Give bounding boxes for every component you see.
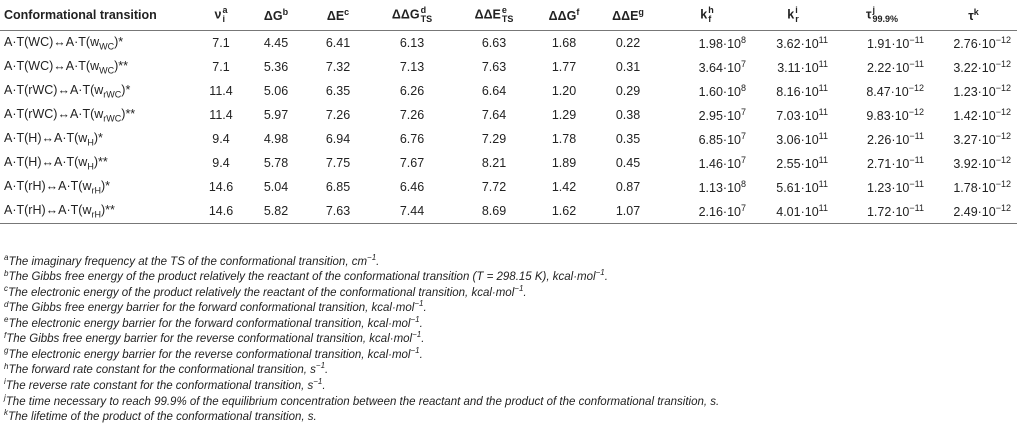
cell-t999: $1.72\cdot 10^{-11}$ — [834, 199, 930, 224]
footnote — [4, 266, 1014, 282]
cell-t999: $2.26\cdot 10^{-11}$ — [866, 130, 924, 148]
cell-kf: $2.95\cdot 10^7$ — [698, 106, 746, 124]
footnote-mark: i — [4, 377, 6, 386]
footnote-text: The imaginary frequency at the TS of the conformational transition, $cm^{-1}$. — [8, 253, 380, 268]
cell-ddGts: 6.13 — [399, 36, 425, 50]
footnote-text: The Gibbs free energy barrier for the forward conformational transition, kcal·mol$^{-1}$. — [8, 299, 427, 315]
cell-transition: $A\cdot T(rWC)\leftrightarrow A\cdot T(w_{rWC})**$ — [4, 106, 136, 124]
table-row — [0, 79, 1017, 103]
cell-transition: $A\cdot T(rWC)\leftrightarrow A\cdot T(w_{rWC})*$ — [4, 82, 131, 100]
table-row — [0, 103, 1017, 127]
cell-kr: $7.03\cdot 10^{11}$ — [776, 106, 828, 124]
cell-kf: $3.64\cdot 10^7$ — [698, 58, 746, 76]
cell-ddGts: 6.76 — [399, 132, 425, 146]
cell-dE: 7.26 — [325, 108, 351, 122]
cell-dE: 6.94 — [325, 132, 351, 146]
cell-nu: 11.4 — [209, 84, 233, 98]
cell-tau: $3.27\cdot 10^{-12}$ — [953, 130, 1011, 148]
cell-tau: $1.78\cdot 10^{-12}$ — [953, 178, 1011, 196]
cell-transition: $A\cdot T(WC)\leftrightarrow A\cdot T(w_{WC})**$ — [4, 58, 129, 76]
cell-t999: $8.47\cdot 10^{-12}$ — [866, 82, 924, 100]
footnote — [4, 374, 1014, 390]
cell-dG: 5.06 — [263, 84, 289, 98]
cell-dE: 7.75 — [325, 156, 351, 170]
column-header-ddGts: ΔΔG d TS — [370, 0, 454, 31]
column-header-ddG: ΔΔG$^f$ — [534, 0, 594, 31]
footnote-mark: j — [4, 392, 6, 402]
cell-dE: 6.41 — [325, 36, 351, 50]
cell-nu: 14.6 — [208, 180, 234, 194]
cell-kf: $1.98\cdot 10^8$ — [698, 34, 746, 52]
cell-nu: 11.4 — [209, 108, 233, 122]
cell-ddGts: 7.26 — [399, 108, 425, 122]
cell-ddGts: 7.13 — [399, 60, 425, 74]
footnote-mark: g — [4, 346, 9, 355]
cell-kr: $3.06\cdot 10^{11}$ — [776, 130, 828, 148]
cell-nu: 14.6 — [196, 199, 246, 224]
footnote-text: The time necessary to reach 99.9% of the equilibrium concentration between the reactant and the product of the conformational transition, s. — [5, 395, 720, 408]
cell-ddGts: 7.67 — [399, 156, 425, 170]
column-header-tau: $\tau^k$ — [930, 0, 1017, 31]
cell-ddGts: 6.46 — [399, 180, 425, 194]
column-header-dG: $\Delta G^b$ — [246, 0, 306, 31]
cell-tau: $3.92\cdot 10^{-12}$ — [953, 154, 1011, 172]
cell-ddE: 0.22 — [615, 36, 641, 50]
column-header-kr: k i r — [752, 0, 834, 31]
cell-ddG: 1.20 — [551, 84, 577, 98]
table-row — [0, 175, 1017, 199]
cell-kf: $6.85\cdot 10^7$ — [698, 130, 746, 148]
cell-kr: $2.55\cdot 10^{11}$ — [776, 154, 828, 172]
cell-t999: $1.23\cdot 10^{-11}$ — [866, 178, 924, 196]
cell-ddEts: 7.72 — [481, 180, 507, 194]
cell-t999: $9.83\cdot 10^{-12}$ — [866, 106, 924, 124]
cell-dE: 7.63 — [306, 199, 370, 224]
cell-dG: 4.45 — [263, 36, 289, 50]
cell-kr: $5.61\cdot 10^{11}$ — [776, 178, 828, 196]
header-row — [0, 0, 1017, 31]
cell-ddEts: 6.64 — [481, 84, 507, 98]
footnote-mark: h — [4, 361, 9, 371]
column-header-transition: Conformational transition — [0, 0, 196, 31]
footnote — [4, 328, 1014, 344]
cell-dG: 5.36 — [263, 60, 289, 74]
table-row — [0, 55, 1017, 79]
cell-ddE: 0.45 — [615, 156, 641, 170]
table-body — [0, 31, 1017, 224]
footnote-mark: c — [4, 284, 8, 293]
cell-ddG: 1.62 — [534, 199, 594, 224]
cell-kf: $2.16\cdot 10^7$ — [662, 199, 752, 224]
cell-dE: 6.35 — [325, 84, 351, 98]
footnote — [4, 390, 1014, 406]
cell-ddE: 0.87 — [615, 180, 641, 194]
cell-ddGts: 6.26 — [399, 84, 425, 98]
table-row — [0, 127, 1017, 151]
cell-kr: $3.62\cdot 10^{11}$ — [776, 34, 828, 52]
footnote — [4, 250, 1014, 266]
cell-ddE: 0.29 — [615, 84, 641, 98]
cell-ddE: 1.07 — [594, 199, 662, 224]
footnote-mark: e — [4, 315, 9, 324]
footnote-text: The forward rate constant for the conformational transition, $s^{-1}$. — [8, 361, 329, 377]
cell-kr: $4.01\cdot 10^{11}$ — [752, 199, 834, 224]
cell-tau: $3.22\cdot 10^{-12}$ — [953, 58, 1011, 76]
cell-tau: $1.42\cdot 10^{-12}$ — [953, 106, 1011, 124]
cell-dE: 7.32 — [325, 60, 351, 74]
column-header-ddEts: ΔΔE e TS — [454, 0, 534, 31]
cell-ddEts: 7.64 — [481, 108, 507, 122]
cell-dG: 4.98 — [263, 132, 289, 146]
cell-dG: 5.78 — [263, 156, 289, 170]
footnote-mark: d — [4, 299, 9, 309]
cell-kf: $1.13\cdot 10^8$ — [698, 178, 746, 196]
cell-kf: $1.60\cdot 10^8$ — [698, 82, 746, 100]
cell-tau: $2.76\cdot 10^{-12}$ — [953, 34, 1011, 52]
footnote — [4, 312, 1014, 328]
cell-t999: $2.22\cdot 10^{-11}$ — [866, 58, 924, 76]
cell-ddG: 1.29 — [551, 108, 577, 122]
footnote — [4, 281, 1014, 297]
cell-ddEts: 7.29 — [481, 132, 507, 146]
footnote-text: The Gibbs free energy of the product relatively the reactant of the conformational transition (T = 298.15 K), kcal·mol$^{-1}$. — [8, 268, 608, 284]
cell-transition: $A\cdot T(H)\leftrightarrow A\cdot T(w_H)*$ — [4, 130, 103, 148]
cell-ddEts: 7.63 — [481, 60, 507, 74]
footnote-mark: a — [4, 253, 9, 262]
cell-t999: $1.91\cdot 10^{-11}$ — [866, 34, 924, 52]
cell-transition: $A\cdot T(rH)\leftrightarrow A\cdot T(w_{rH})*$ — [4, 178, 111, 196]
cell-ddG: 1.78 — [551, 132, 577, 146]
column-header-kf: k h f — [662, 0, 752, 31]
cell-nu: 7.1 — [212, 36, 230, 50]
cell-kr: $8.16\cdot 10^{11}$ — [776, 82, 828, 100]
table-row — [0, 151, 1017, 175]
column-header-ddE: ΔΔE$^g$ — [594, 0, 662, 31]
cell-ddGts: 7.44 — [370, 199, 454, 224]
cell-tau: $2.49\cdot 10^{-12}$ — [930, 199, 1017, 224]
cell-dG: 5.97 — [263, 108, 289, 122]
table-row — [0, 199, 1017, 224]
column-header-dE: $\Delta E^c$ — [306, 0, 370, 31]
footnote-mark: k — [4, 408, 8, 417]
footnote-text: The Gibbs free energy barrier for the reverse conformational transition, kcal·mol$^{-1}$. — [6, 330, 425, 346]
footnote-mark: f — [4, 330, 7, 340]
cell-ddEts: 6.63 — [481, 36, 507, 50]
cell-kr: $3.11\cdot 10^{11}$ — [777, 58, 828, 76]
footnote-text: The electronic energy of the product relatively the reactant of the conformational transition, kcal·mol$^{-1}$. — [8, 284, 527, 299]
cell-tau: $1.23\cdot 10^{-12}$ — [953, 82, 1011, 100]
footnote-text: The electronic energy barrier for the forward conformational transition, kcal·mol$^{-1}$. — [8, 315, 423, 330]
cell-t999: $2.71\cdot 10^{-11}$ — [866, 154, 924, 172]
cell-ddG: 1.77 — [551, 60, 577, 74]
cell-ddG: 1.89 — [551, 156, 577, 170]
cell-ddEts: 8.21 — [481, 156, 507, 170]
cell-ddE: 0.31 — [615, 60, 641, 74]
footnote — [4, 359, 1014, 375]
cell-kf: $1.46\cdot 10^7$ — [698, 154, 746, 172]
cell-nu: 9.4 — [212, 156, 230, 170]
cell-transition: $A\cdot T(rH)\leftrightarrow A\cdot T(w_{rH})**$ — [0, 199, 196, 224]
cell-transition: $A\cdot T(WC)\leftrightarrow A\cdot T(w_{WC})*$ — [4, 34, 124, 52]
cell-dE: 6.85 — [325, 180, 351, 194]
footnote-text: The reverse rate constant for the conformational transition, $s^{-1}$. — [5, 377, 326, 392]
cell-ddE: 0.38 — [615, 108, 641, 122]
cell-dG: 5.82 — [246, 199, 306, 224]
table-row — [0, 31, 1017, 56]
footnote-text: The lifetime of the product of the conformational transition, s. — [8, 410, 317, 423]
cell-ddEts: 8.69 — [454, 199, 534, 224]
cell-transition: $A\cdot T(H)\leftrightarrow A\cdot T(w_H)**$ — [4, 154, 108, 172]
cell-nu: 7.1 — [212, 60, 230, 74]
column-header-t999: τ j 99.9% — [834, 0, 930, 31]
cell-ddE: 0.35 — [615, 132, 641, 146]
cell-dG: 5.04 — [263, 180, 289, 194]
column-header-nu: ν a i — [196, 0, 246, 31]
footnote-text: The electronic energy barrier for the reverse conformational transition, kcal·mol$^{-1}$. — [8, 346, 423, 361]
footnotes — [4, 250, 1014, 421]
cell-ddG: 1.68 — [551, 36, 577, 50]
footnote — [4, 343, 1014, 359]
footnote-mark: b — [4, 268, 9, 278]
cell-ddG: 1.42 — [551, 180, 577, 194]
cell-nu: 9.4 — [212, 132, 230, 146]
